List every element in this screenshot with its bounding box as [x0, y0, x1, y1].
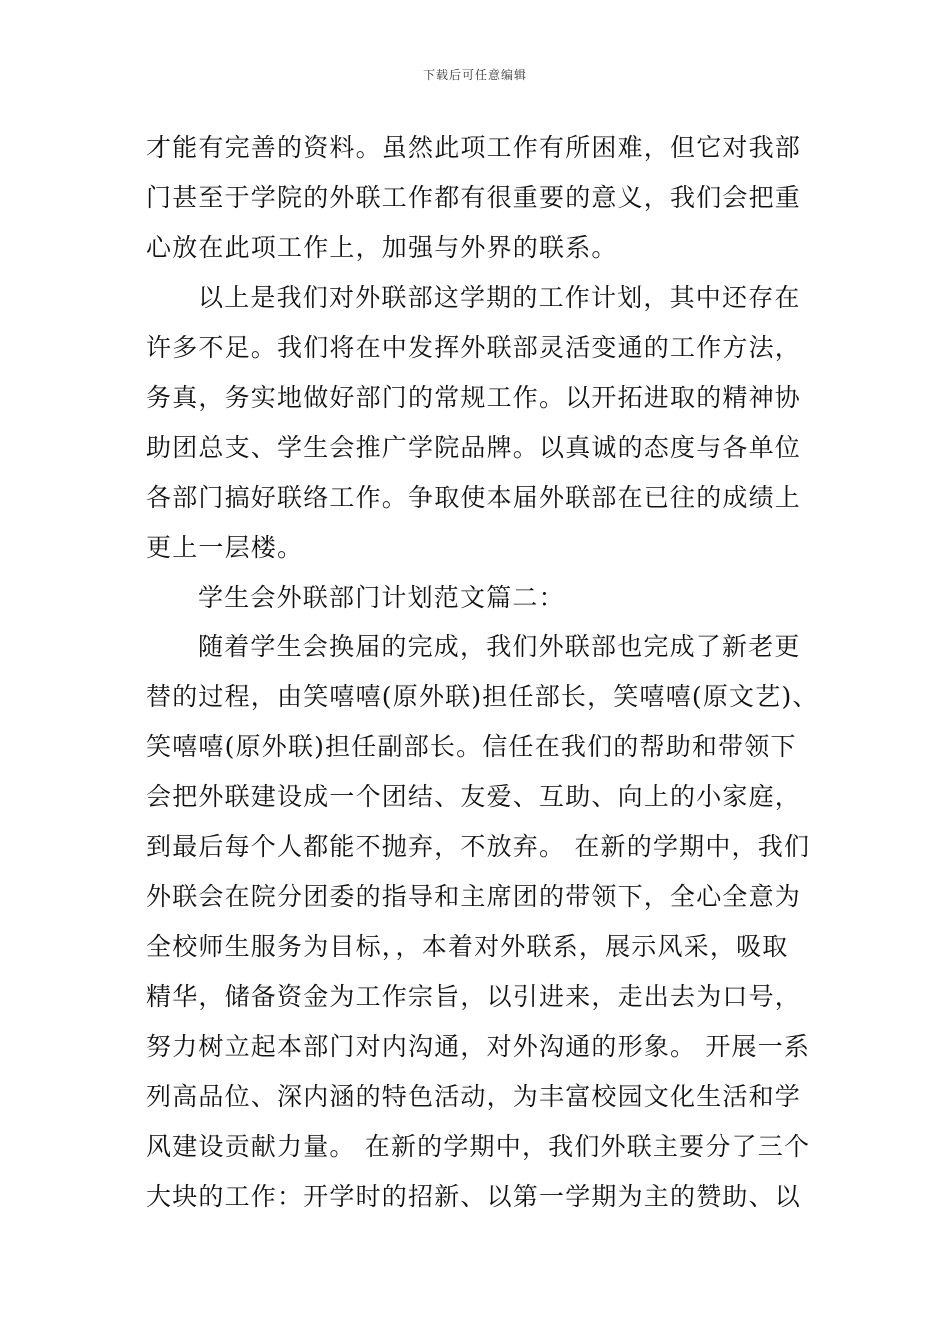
text-line: 心放在此项工作上，加强与外界的联系。 — [146, 233, 618, 262]
text-line: 替的过程，由笑嘻嘻(原外联)担任部长，笑嘻嘻(原文艺)、 — [146, 682, 819, 711]
paragraph-first-line: 随着学生会换届的完成，我们外联部也完成了新老更 — [198, 632, 801, 661]
paragraph-first-line: 以上是我们对外联部这学期的工作计划，其中还存在 — [198, 283, 801, 312]
text-line: 大块的工作：开学时的招新、以第一学期为主的赞助、以 — [146, 1182, 802, 1211]
text-line: 会把外联建设成一个团结、友爱、互助、向上的小家庭， — [146, 782, 802, 811]
text-line: 才能有完善的资料。虽然此项工作有所困难，但它对我部 — [146, 133, 802, 162]
text-line: 助团总支、学生会推广学院品牌。以真诚的态度与各单位 — [146, 433, 802, 462]
text-line: 各部门搞好联络工作。争取使本届外联部在已往的成绩上 — [146, 483, 802, 512]
text-line: 门甚至于学院的外联工作都有很重要的意义，我们会把重 — [146, 183, 802, 212]
text-line: 务真，务实地做好部门的常规工作。以开拓进取的精神协 — [146, 383, 802, 412]
text-line: 努力树立起本部门对内沟通，对外沟通的形象。 开展一系 — [146, 1032, 811, 1061]
text-line: 外联会在院分团委的指导和主席团的带领下，全心全意为 — [146, 882, 802, 911]
text-line: 许多不足。我们将在中发挥外联部灵活变通的工作方法， — [146, 333, 802, 362]
text-line: 风建设贡献力量。 在新的学期中，我们外联主要分了三个 — [146, 1132, 811, 1161]
text-line: 列高品位、深内涵的特色活动，为丰富校园文化生活和学 — [146, 1082, 802, 1111]
text-line: 精华，储备资金为工作宗旨，以引进来，走出去为口号， — [146, 982, 802, 1011]
text-line: 全校师生服务为目标，，本着对外联系，展示风采，吸取 — [146, 932, 789, 961]
page-header-note: 下载后可任意编辑 — [422, 68, 527, 82]
section-heading: 学生会外联部门计划范文篇二： — [198, 583, 565, 612]
text-line: 更上一层楼。 — [146, 533, 304, 562]
text-line: 笑嘻嘻(原外联)担任副部长。信任在我们的帮助和带领下 — [146, 732, 797, 761]
text-line: 到最后每个人都能不抛弃，不放弃。 在新的学期中，我们 — [146, 832, 811, 861]
